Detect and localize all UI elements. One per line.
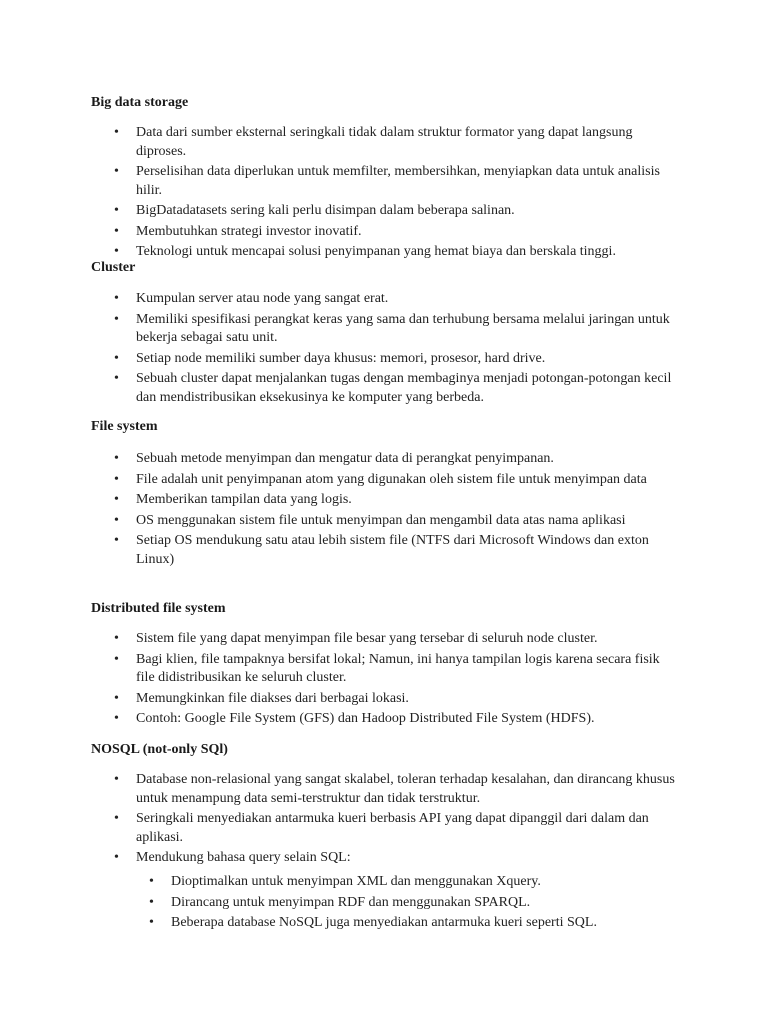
- list-file-system: [136, 450, 676, 571]
- list-item: • Membutuhkan strategi investor inovatif.: [136, 223, 676, 242]
- heading-big-data-storage: Big data storage: [91, 95, 189, 110]
- list-item: • Dioptimalkan untuk menyimpan XML dan menggunakan Xquery.: [171, 873, 671, 892]
- list-item: • Sebuah cluster dapat menjalankan tugas dengan membaginya menjadi potongan-potongan kecil dan mendistribusikan eksekusinya ke komputer yang berbeda.: [136, 370, 676, 407]
- list-item: • Mendukung bahasa query selain SQL:: [136, 849, 676, 868]
- list-big-data-storage: [136, 124, 676, 264]
- list-item: • File adalah unit penyimpanan atom yang digunakan oleh sistem file untuk menyimpan data: [136, 471, 676, 490]
- list-item: • Dirancang untuk menyimpan RDF dan menggunakan SPARQL.: [171, 894, 671, 913]
- sublist-nosql-query-languages: [171, 873, 671, 935]
- heading-distributed-file-system: Distributed file system: [91, 601, 226, 616]
- heading-cluster: Cluster: [91, 260, 136, 275]
- list-item: • Kumpulan server atau node yang sangat erat.: [136, 290, 676, 309]
- list-item: • Bagi klien, file tampaknya bersifat lokal; Namun, ini hanya tampilan logis karena secara fisik file didistribusikan ke seluruh cluster.: [136, 651, 676, 688]
- list-nosql: [136, 771, 676, 870]
- list-item: • Sebuah metode menyimpan dan mengatur data di perangkat penyimpanan.: [136, 450, 676, 469]
- list-item: • Setiap OS mendukung satu atau lebih sistem file (NTFS dari Microsoft Windows dan exton Linux): [136, 532, 676, 569]
- list-distributed-file-system: [136, 630, 676, 731]
- heading-file-system: File system: [91, 419, 158, 434]
- list-item: • Perselisihan data diperlukan untuk memfilter, membersihkan, menyiapkan data untuk analisis hilir.: [136, 163, 676, 200]
- list-item: • Teknologi untuk mencapai solusi penyimpanan yang hemat biaya dan berskala tinggi.: [136, 243, 676, 262]
- list-item: • Beberapa database NoSQL juga menyediakan antarmuka kueri seperti SQL.: [171, 914, 671, 933]
- list-item: • Setiap node memiliki sumber daya khusus: memori, prosesor, hard drive.: [136, 350, 676, 369]
- list-item: • Data dari sumber eksternal seringkali tidak dalam struktur formator yang dapat langsung diproses.: [136, 124, 676, 161]
- list-item: • Sistem file yang dapat menyimpan file besar yang tersebar di seluruh node cluster.: [136, 630, 676, 649]
- list-item: • Database non-relasional yang sangat skalabel, toleran terhadap kesalahan, dan dirancang khusus untuk menampung data semi-terstruktur dan tidak terstruktur.: [136, 771, 676, 808]
- list-item: • Memungkinkan file diakses dari berbagai lokasi.: [136, 690, 676, 709]
- list-item: • OS menggunakan sistem file untuk menyimpan dan mengambil data atas nama aplikasi: [136, 512, 676, 531]
- heading-nosql: NOSQL (not-only SQl): [91, 742, 228, 757]
- list-item: • BigDatadatasets sering kali perlu disimpan dalam beberapa salinan.: [136, 202, 676, 221]
- list-cluster: [136, 290, 676, 409]
- list-item: • Seringkali menyediakan antarmuka kueri berbasis API yang dapat dipanggil dari dalam dan aplikasi.: [136, 810, 676, 847]
- list-item: • Memiliki spesifikasi perangkat keras yang sama dan terhubung bersama melalui jaringan untuk bekerja sebagai satu unit.: [136, 311, 676, 348]
- list-item: • Contoh: Google File System (GFS) dan Hadoop Distributed File System (HDFS).: [136, 710, 676, 729]
- list-item: • Memberikan tampilan data yang logis.: [136, 491, 676, 510]
